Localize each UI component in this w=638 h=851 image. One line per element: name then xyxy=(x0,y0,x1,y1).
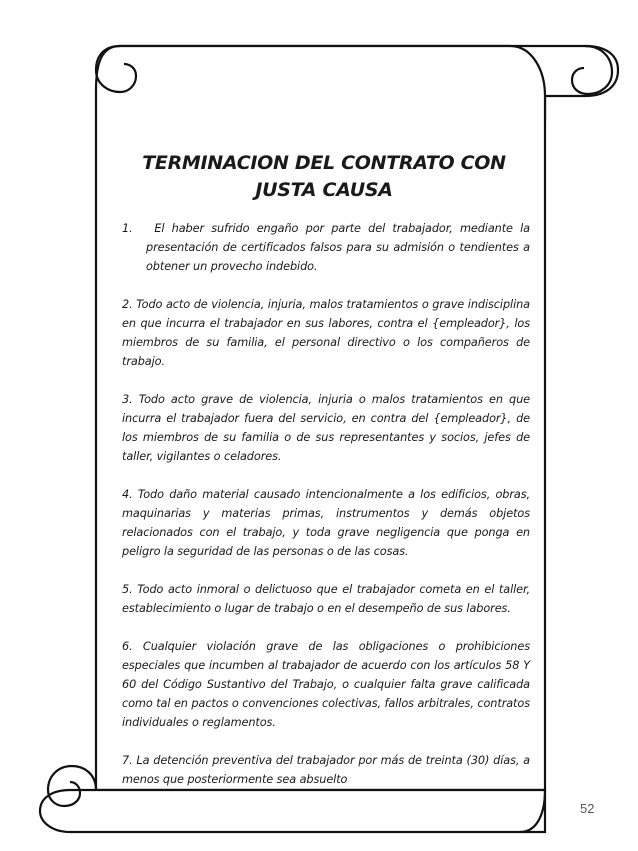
list-item: 1. El haber sufrido engaño por parte del trabajador, mediante la presentación de certificados falsos para su admisión o tendientes a obtener un provecho indebido. xyxy=(122,222,530,273)
list-item: 4. Todo daño material causado intencionalmente a los edificios, obras, maquinarias y materias primas, instrumentos y demás objetos relacionados con el trabajo, y toda grave negligencia que ponga en peligro la seguridad de las personas o de las cosas. xyxy=(122,488,530,558)
title-line: JUSTA CAUSA xyxy=(255,179,393,201)
list-item: 6. Cualquier violación grave de las obligaciones o prohibiciones especiales que incumben al trabajador de acuerdo con los artículos 58 Y 60 del Código Sustantivo del Trabajo, o cualquier falta grave calificada como tal en pactos o convenciones colectivas, fallos arbitrales, contratos individuales o reglamentos. xyxy=(122,640,530,729)
list-item: 3. Todo acto grave de violencia, injuria o malos tratamientos en que incurra el trabajador fuera del servicio, en contra del {empleador}, de los miembros de su familia o de sus representantes y socios, jefes de taller, vigilantes o celadores. xyxy=(122,393,530,463)
title-line: TERMINACION DEL CONTRATO CON xyxy=(142,152,506,174)
list-item: 7. La detención preventiva del trabajador por más de treinta (30) días, a menos que posteriormente sea absuelto xyxy=(122,754,530,786)
scroll-bottom-roll xyxy=(40,790,545,832)
document-body xyxy=(122,219,530,789)
page-number: 52 xyxy=(580,801,595,816)
list-item: 5. Todo acto inmoral o delictuoso que el trabajador cometa en el taller, establecimiento o lugar de trabajo o en el desempeño de sus labores. xyxy=(122,583,530,615)
page-title xyxy=(118,150,530,204)
list-item: 2. Todo acto de violencia, injuria, malos tratamientos o grave indisciplina en que incurra el trabajador en sus labores, contra el {empleador}, los miembros de su familia, el personal directivo o los compañeros de trabajo. xyxy=(122,298,530,368)
